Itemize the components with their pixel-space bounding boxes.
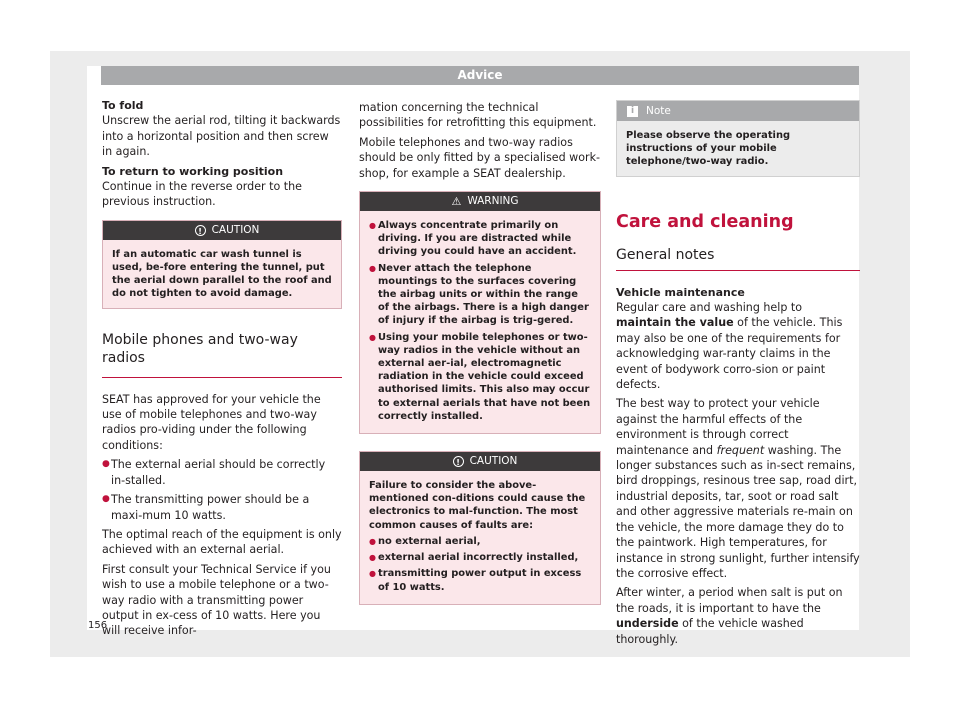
warning-header (360, 192, 600, 211)
caution-icon: ! (195, 225, 206, 236)
text-run: of the vehicle washed thoroughly. (616, 617, 804, 646)
caution-body-2 (360, 471, 600, 604)
caution-item-text: no external aerial, (378, 535, 481, 547)
list-item-text: The external aerial should be correctly in-stalled. (111, 458, 326, 487)
caution-item (369, 535, 591, 548)
emphasis: underside (616, 617, 679, 631)
warning-item (369, 331, 591, 423)
note-text: Please observe the operating instructions of your mobile telephone/two-way radio. (626, 130, 791, 168)
warning-box (359, 191, 601, 434)
text-run: After winter, a period when salt is put on the roads, it is important to have the (616, 586, 843, 615)
mobile-intro: SEAT has approved for your vehicle the use of mobile telephones and two-way radios pro-viding under the following conditions: (102, 392, 321, 452)
care-cleaning-title: Care and cleaning (616, 211, 794, 232)
caution-text: If an automatic car wash tunnel is used, be-fore entering the tunnel, put the aerial down parallel to the roof and do not tighten to avoid damage. (112, 248, 332, 300)
caution-header-2 (360, 452, 600, 471)
list-item (102, 492, 342, 523)
column-left (102, 98, 342, 643)
text-run: The best way to protect your vehicle against the harmful effects of the environment is through correct maintenance and (616, 397, 820, 457)
caution-item-text: transmitting power output in excess of 10 watts. (378, 568, 582, 593)
mobile-para-3: First consult your Technical Service if you wish to use a mobile telephone or a two-way radio with a transmitting power output in ex-cess of 10 watts. Here you will receive infor- (102, 562, 331, 638)
caution-icon: ! (453, 456, 464, 467)
warning-item-text: Always concentrate primarily on driving. If you are distracted while driving you could have an accident. (378, 220, 577, 258)
maintenance-heading: Vehicle maintenance (616, 285, 745, 299)
list-item-text: The transmitting power should be a maxi-mum 10 watts. (111, 493, 310, 522)
warning-body (360, 211, 600, 433)
bullet-icon: ● (369, 221, 376, 231)
text-run: of the vehicle. This may also be one of the requirements for acknowledging war-ranty claims in the event of bodywork corro-sion or paint defects. (616, 316, 843, 392)
general-notes-subtitle: General notes (616, 233, 860, 271)
maintenance-para-2 (616, 396, 860, 581)
info-icon: i (627, 106, 638, 117)
bullet-icon: ● (369, 553, 376, 563)
note-header (617, 101, 859, 121)
return-text: Continue in the reverse order to the previous instruction. (102, 180, 302, 209)
fold-heading: To fold (102, 99, 144, 112)
bullet-icon: ● (369, 263, 376, 273)
text-run: Regular care and washing help to (616, 301, 803, 315)
warning-label: WARNING (467, 195, 519, 208)
emphasis: maintain the value (616, 316, 734, 330)
mobile-para-5: Mobile telephones and two-way radios should be only fitted by a specialised work-shop, for example a SEAT dealership. (359, 135, 601, 180)
bullet-icon: ● (369, 332, 376, 342)
column-right (616, 100, 860, 651)
bullet-icon: ● (102, 494, 110, 505)
fold-text: Unscrew the aerial rod, tilting it backwards into a horizontal position and then screw in again. (102, 114, 341, 159)
caution-box-2 (359, 451, 601, 605)
note-label: Note (646, 105, 671, 117)
caution-label-2: CAUTION (469, 455, 518, 468)
bullet-icon: ● (369, 536, 376, 546)
page-number: 156 (88, 620, 108, 631)
warning-item (369, 219, 591, 259)
column-middle (359, 100, 601, 605)
warning-item (369, 262, 591, 328)
text-run: washing. The longer substances such as in-sect remains, bird droppings, resinous tree sap, road dirt, industrial deposits, tar, soot or road salt and other aggressive materials re-main on the vehicle, the more damage they do to the paintwork. High temperatures, for instance in strong sunlight, further intensify the corrosive effect. (616, 443, 860, 580)
caution-label: CAUTION (211, 223, 260, 236)
maintenance-para-3 (616, 585, 860, 647)
mobile-para-4: mation concerning the technical possibilities for retrofitting this equipment. (359, 101, 597, 130)
bullet-icon: ● (369, 569, 376, 579)
return-heading: To return to working position (102, 164, 284, 178)
section-title-mobile: Mobile phones and two-way radios (102, 331, 342, 378)
caution-intro: Failure to consider the above-mentioned con-ditions could cause the electronics to mal-function. The most common causes of faults are: (369, 480, 586, 531)
warning-item-text: Using your mobile telephones or two-way radios in the vehicle without an external aer-ial, electromagnetic radiation in the vehicle could exceed authorised limits. This also may occur to external aerials that have not been correctly installed. (378, 331, 591, 422)
warning-item-text: Never attach the telephone mountings to the surfaces covering the airbag units or within the range of the airbags. There is a high danger of injury if the airbag is trig-gered. (378, 262, 589, 327)
list-item (102, 457, 342, 488)
caution-header (103, 221, 341, 240)
caution-item (369, 567, 591, 593)
note-box (616, 100, 860, 177)
caution-item-text: external aerial incorrectly installed, (378, 552, 579, 564)
emphasis: frequent (716, 443, 765, 457)
header-bar: Advice (101, 66, 859, 85)
caution-item (369, 551, 591, 564)
bullet-icon: ● (102, 459, 110, 470)
mobile-para-2: The optimal reach of the equipment is only achieved with an external aerial. (102, 527, 342, 557)
caution-box (102, 220, 342, 309)
warning-triangle-icon: ⚠ (451, 195, 462, 209)
maintenance-para-1 (616, 300, 860, 392)
